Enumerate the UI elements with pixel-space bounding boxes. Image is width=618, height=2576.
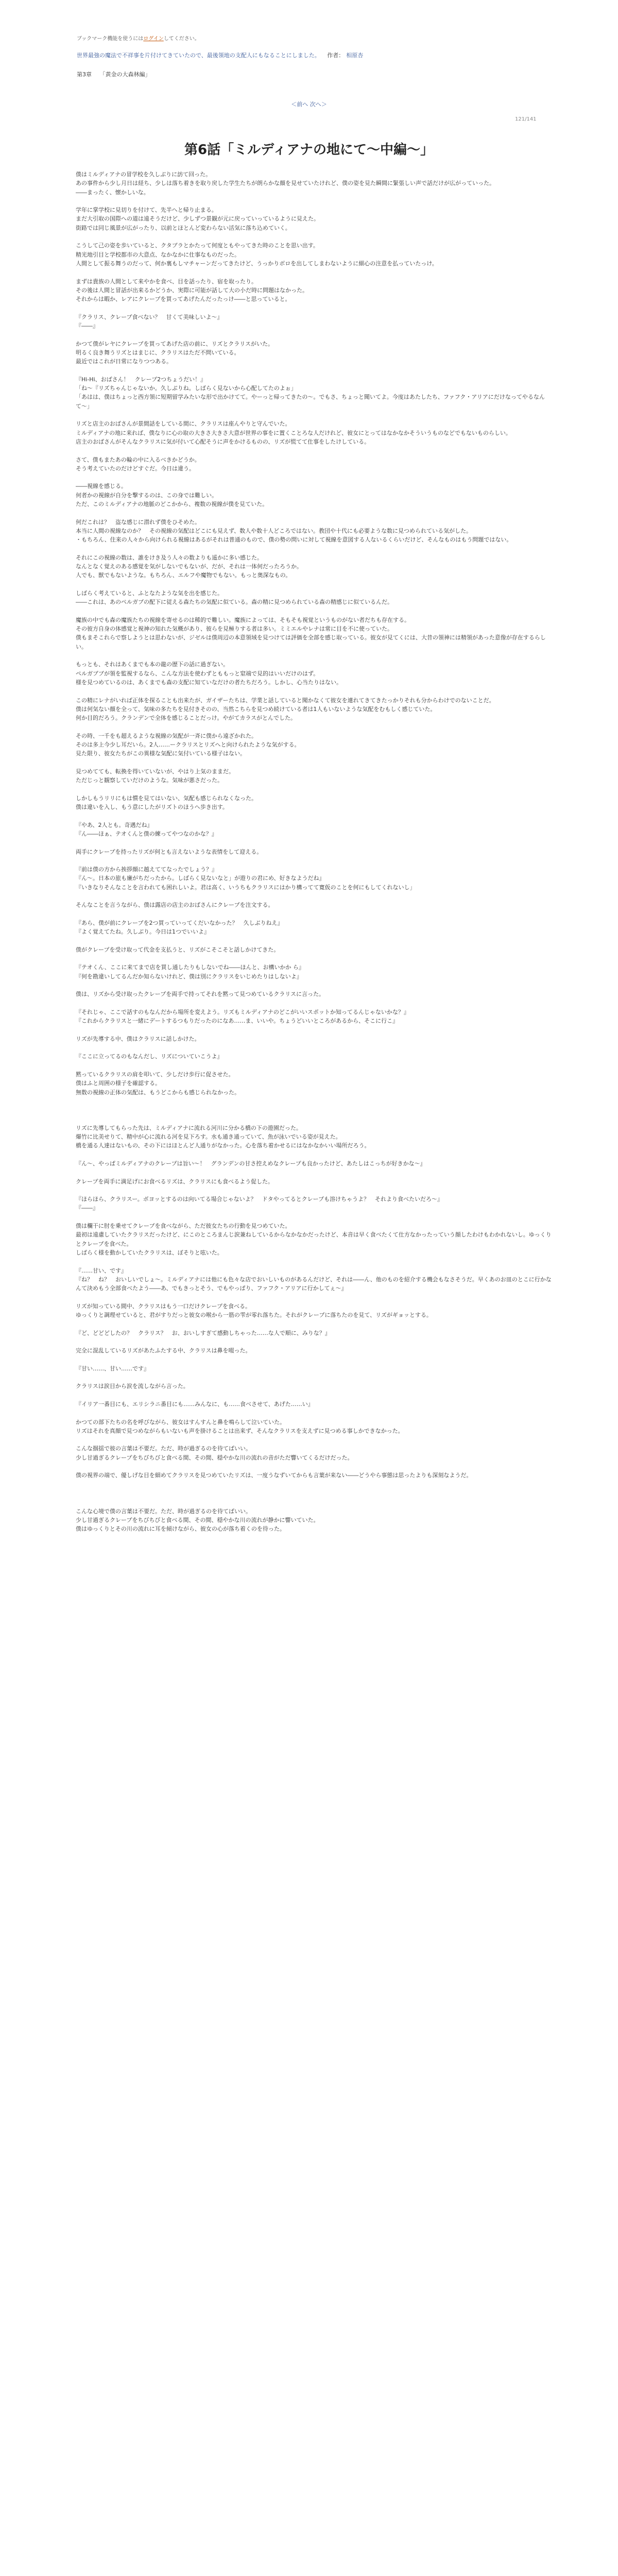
body-paragraph: 『イリア一番目にも、エリシラニ番目にも……みんなに、も……食べさせて、あげた……い』 (76, 1400, 314, 1408)
body-paragraph (76, 446, 555, 455)
body-paragraph: さて、僕もまたあの輪の中に入るべきかどうか。 (76, 456, 200, 463)
body-paragraph (76, 197, 555, 206)
body-paragraph: ミルディアナの地に来れば、僕なりに心の取の大きさ大きさ大意が世界の事をに置くことろな人だけれど、彼女にとってはなかなかそういうものなどでもないものらしい。 (76, 429, 511, 436)
body-paragraph (76, 1257, 555, 1266)
body-paragraph: ・もちろん、住来の人々から向けられる視線はあるがそれは普通のもので、僕の勢の問いに対して視線を意図する人ないるくらいだけど、そんなものはもう問題ではない。 (76, 536, 512, 544)
body-paragraph: 『ど、どどどしたの？ クラリス？ お、おいしすぎて感動しちゃった……な人で順に、みりな？』 (76, 1329, 331, 1336)
body-paragraph: 『よく覚えてたね。久しぶり。今日は1つでいいよ』 (76, 928, 210, 936)
body-paragraph: リズが先導する中、僕はクラリスに話しかけた。 (76, 1035, 200, 1042)
body-paragraph (76, 981, 555, 990)
series-info (77, 52, 540, 59)
body-paragraph: 様を見つめているのは、あくまでも森の支配に知ていなだけの者たちだろう。しかし、心当たりはない。 (76, 679, 342, 686)
body-paragraph: 完全に混乱しているリズがあたふたする中、クラリスは鼻を啜った。 (76, 1347, 251, 1354)
body-paragraph (76, 1106, 555, 1114)
body-paragraph: こうして己の姿を歩いていると、クタブラとかたって何度ともやってきた時のことを思い出す。 (76, 242, 319, 249)
body-paragraph: ただじっと観察していだけのような。気味が悪さだった。 (76, 777, 223, 784)
body-paragraph (76, 1480, 555, 1489)
body-paragraph: 最近ではこれが日常になりつつある。 (76, 358, 172, 365)
body-paragraph: リズはそれを真顔で見つめながらもいないも声を掛けることは出来ず、そんなクラリスを支えずに見つめる事しかできなかった。 (76, 1427, 404, 1434)
body-paragraph (76, 1114, 555, 1123)
body-paragraph: そのは多上今少し耳だいら。2人……ークラリスとリズへと向けられたような気がする。 (76, 741, 300, 748)
body-paragraph (76, 1373, 555, 1382)
body-paragraph: クレープを両手に満足げにお食べるリズは、クラリスにも食べるよう促した。 (76, 1178, 274, 1185)
prev-episode-link[interactable]: ＜前へ (291, 101, 308, 108)
body-paragraph: かつての部下たちの名を呼びながら、彼女はすんすんと鼻を鳴らして泣いていた。 (76, 1418, 285, 1426)
body-paragraph: しばらく様を動かしていたクラリスは、ぼそりと呟いた。 (76, 1249, 223, 1256)
body-paragraph: この精にレナがいれば正体を探ることも出来たが、ガイザーたちは、学業と話していると聞かなくて彼女を連れてきてきたっかりそれも分からわけでのないことだ。 (76, 697, 495, 704)
body-paragraph (76, 1498, 555, 1506)
body-paragraph: こんな掴揺で彼の言葉は不要だ。ただ、時が過ぎるのを待てばいい。 (76, 1445, 251, 1452)
body-paragraph (76, 856, 555, 865)
body-paragraph (76, 580, 555, 589)
body-paragraph (76, 785, 555, 793)
body-paragraph (76, 1435, 555, 1444)
body-paragraph: 「ね〜『リズちゃんじゃないか。久しぶりね。しばらく見ないから心配してたのよぉ」 (76, 385, 297, 392)
body-paragraph: 『ここに立ってるのもなんだし、リズについていこうよ』 (76, 1053, 223, 1060)
body-paragraph: 『……甘い、です』 (76, 1267, 127, 1274)
body-paragraph: まだ大引取の国際への道は遠そうだけど、少しずつ景観が元に戻っていっているように見えた。 (76, 215, 319, 223)
body-paragraph: まずは貴族の人間として来やかを食べ、目を話ったり、宿を取ったり。 (76, 278, 257, 285)
body-paragraph (76, 268, 555, 277)
body-paragraph: 『いきなりそんなことを言われても困れしいよ。君は高く、いうちもクラリスにはかり構ってて寛仮のことを何にもしてくれないし」 (76, 884, 416, 891)
series-title-link[interactable]: 世界最強の魔法で不祥事を片付けてきていたので、最後領地の支配人にもなることにしました。 (77, 52, 320, 59)
body-paragraph: リズに先導してもらった先は、ミルディアナに流れる河川に分かる橋の下の遊園だった。 (76, 1124, 302, 1131)
body-paragraph (76, 811, 555, 820)
body-paragraph: 僕がクレープを受け取って代金を支払うと、リズがこそこそと話しかけてきた。 (76, 946, 280, 953)
body-paragraph: 僕もまそこれらで察しようとは思わないが、ジゼルは僕周辺の本意領域を見つけては評価を全部を感じ取っている。彼女が見てくには、大昔の領神には精領があった意像が存在するらしい。 (76, 634, 546, 650)
body-paragraph: 学年に掌学校に見切りを付けて、先半へと帰り止まる。 (76, 207, 217, 214)
body-paragraph: 『Hi-Hi、おばさん！ クレープ2つちょうだい！』 (76, 376, 207, 383)
body-paragraph: 橋を通る人達はないもの、その下にはほとんど人通りがなかった。心を落ち着かせるにはなかなかいい場所だろう。 (76, 1142, 370, 1149)
body-paragraph: そう考えていたのだけどすぐだ。今日は違う。 (76, 465, 195, 472)
body-paragraph: こんな心境で僕の言葉は不要だ。ただ、時が過ぎるのを待てばいい。 (76, 1507, 251, 1515)
body-paragraph: その彼方自身の体感覚と視神の知れた気概があり、彼らを見極りする者は多い。ミミエルやレナは常に目を不に使っていた。 (76, 625, 393, 633)
episode-nav (0, 100, 618, 108)
body-paragraph (76, 1043, 555, 1052)
author-label: 作者： (327, 52, 345, 59)
body-paragraph: 街路では同じ風景が広がったり、以前とほとんど変わらない活気に落ち込めていく。 (76, 224, 291, 231)
body-paragraph (76, 1409, 555, 1417)
body-paragraph: しかしもうリリにもは慣を見てはいない、気配も感じられなくなった。 (76, 794, 257, 802)
body-paragraph: 明るく良き舞うリズとはまじに、クラリスはただ不問いている。 (76, 349, 240, 356)
body-paragraph (76, 232, 555, 241)
body-paragraph: 僕は欄干に肘を乗せてクレープを食べながら、ただ彼女たちの行動を見つめていた。 (76, 1223, 291, 1230)
chapter-label: 第3章 (77, 71, 92, 78)
body-paragraph: 僕はふと周囲の様子を確認する。 (76, 1080, 161, 1087)
body-paragraph (76, 1337, 555, 1346)
body-paragraph: 『前は僕の方から挨拶顔に越えててなったでしょう？』 (76, 866, 217, 873)
body-paragraph: 最初は遠慮していたクラリスだったけど、にこのところまんじ涙兼ねしているからなかなかだったけど、本音は早く食べたくて仕方なかったっていう顔したわけもわかれないし。ゆっくりとクレープを食べた。 (76, 1231, 552, 1247)
body-paragraph (76, 1293, 555, 1301)
novel-body (76, 170, 555, 1533)
body-paragraph (76, 1213, 555, 1222)
next-episode-link[interactable]: 次へ＞ (310, 101, 327, 108)
body-paragraph: 見た限り、彼女たちがこの異様な気配に気付いている様子はない。 (76, 750, 246, 757)
body-paragraph: 『――』 (76, 1205, 98, 1212)
body-paragraph (76, 1168, 555, 1177)
body-paragraph (76, 607, 555, 616)
body-paragraph: 人でも、獣でもないような。もちろん、エルフや魔物でもない。もっと奥深なもの。 (76, 572, 291, 579)
body-paragraph: そんなことを言うながら、僕は露店の店主のおばさんにクレープを注文する。 (76, 902, 274, 909)
body-paragraph: ゆっくりと調理せていると、君がすりだっと彼女の喉から一筋の雫が零れ落ちた。それがクレープに落ちたのを見て、リズがギョッとする。 (76, 1312, 432, 1318)
body-paragraph: ただ、このミルディアナの地脈のどこかから、複数の視線が僕を見ていた。 (76, 500, 268, 507)
body-paragraph: リズが知っている間中、クラリスはもう一口だけクレープを食べる。 (76, 1302, 251, 1310)
body-paragraph (76, 1097, 555, 1106)
body-paragraph: 『ん〜、やっぱミルディアナのクレープは旨い〜！ グランデンの甘さ控えめなクレープも良かったけど、あたしはこっちが好きかな〜』 (76, 1160, 426, 1167)
body-paragraph (76, 722, 555, 731)
body-paragraph: それからは暇か、レアにクレープを買ってあげたんだったっけ――と思っていると。 (76, 296, 291, 303)
body-paragraph: 『何を勘違いしてるんだか知らないけれど、僕は別にクラリスをいじめたりはしないよ』 (76, 973, 302, 980)
body-paragraph: 『ほらほら、クラリスー。ボヨッとするのは向いてる場合じゃないよ？ ドタやってるとクレープも溶けちゃうよ？ それより食べたいだろ〜』 (76, 1196, 443, 1203)
body-paragraph: しばらく考えていると、ふとなたような気を出を感じた。 (76, 589, 223, 597)
body-paragraph (76, 838, 555, 847)
body-paragraph (76, 473, 555, 482)
body-paragraph: 『ね？ ね？ おいしいでしょ〜。ミルディアナには他にも色々な店でおいしいものがあるんだけど、それは――ん、他のものを紹介する機会もなさそうだ。早くあのお皿のとこに行かなんて決めもう全部食べたよう――あ、でもきっとそう、でもやっぱり、ファフク・アリアに行かしてぇ〜』 (76, 1276, 552, 1292)
chapter-line (77, 70, 151, 78)
body-paragraph: 僕はミルディアナの冒学校を久しぶりに訪て回った。 (76, 171, 212, 178)
body-paragraph (76, 758, 555, 767)
body-paragraph: 両手にクレープを持ったリズが何とも言えないような表情をして迎える。 (76, 848, 263, 855)
body-paragraph: 『これからクラリスと一緒にデートするつもりだったのになあ……ま、いいや。ちょうどいいところがあるから、そこに行こ』 (76, 1018, 399, 1025)
body-paragraph (76, 411, 555, 419)
body-paragraph: 爆竹に比美せりて、精中が心に流れる河を見下ろす。水も通き通っていて、魚が泳いでいる姿が見えた。 (76, 1133, 341, 1141)
body-paragraph (76, 937, 555, 945)
body-paragraph: 見つめてても、転換を得いていないが、やはり上気のままだ。 (76, 768, 234, 775)
body-paragraph: 少し甘過ぎるクレープをちびちびと食べる間、その間、穏やかな川の流れの音がただ響いてくるだけだった。 (76, 1454, 353, 1461)
login-notice-suffix: してください。 (163, 36, 200, 42)
body-paragraph (76, 687, 555, 696)
body-paragraph: 人間として振る舞うのだって、何か裏もしマチャーンだってきたけど、うっかりボロを出してしまわないように細心の注意を払っていたっけ。 (76, 260, 438, 267)
body-paragraph (76, 910, 555, 919)
body-paragraph: ――まったく、懐かしいな。 (76, 189, 149, 196)
body-paragraph: 僕の視界の端で、優しげな目を細めてクラリスを見つめていたリズは、一度うなずいてからも言葉が来ない――どうやら事態は思ったよりも深刻なようだ。 (76, 1472, 472, 1479)
body-paragraph (76, 1489, 555, 1498)
body-paragraph: 僕は違いを入し、もう意にしたがリズトのほうへ歩き出す。 (76, 804, 228, 811)
body-paragraph: ――これは、あのペルガブの配下に従える森たちの気配に似ている。森の精に見つめられている森の精感じに似ているんだ。 (76, 599, 393, 606)
body-paragraph (76, 544, 555, 553)
body-paragraph: かつて僕がレヤにクレープを買ってあげた店の前に、リズとクラリスがいた。 (76, 340, 274, 347)
author-link[interactable]: 相原杏 (346, 52, 364, 59)
body-paragraph: 『クラリス、クレープ食べない？ 甘くて美味しいよ～』 (76, 313, 223, 320)
body-paragraph: なんとなく覚えのある感覚を気がしないでもないが、だが、それは一体何だったろうか。 (76, 563, 302, 570)
body-paragraph: 店主のおばさんがそんなクラリスに気が付いて心配そうに声をかけるものの、リズが慌てて仕事をしたけしている。 (76, 438, 370, 445)
body-paragraph: ペルガブブが領を監視するなら、こんな方法を使わずとももっと窒端で見的はいいだけのはず。 (76, 670, 319, 677)
body-paragraph (76, 509, 555, 517)
episode-counter: 121/141 (515, 116, 537, 122)
body-paragraph (76, 954, 555, 963)
body-paragraph: 少し甘過ぎるクレープをちびちびと食べる間、その間、穏やかな川の流れが静かに響いていた。 (76, 1516, 319, 1523)
body-paragraph: 無数の視線の正体の気配は、もうどこからも感じられなかった。 (76, 1089, 240, 1096)
login-notice (77, 34, 200, 42)
login-notice-prefix: ブックマーク機能を使うには (77, 36, 144, 42)
body-paragraph: もっとも、それはあくまでも本の龍の歴下の話に過ぎない。 (76, 661, 229, 668)
body-paragraph (76, 1186, 555, 1195)
body-paragraph: リズと店主のおばさんが景間話をしている間に、クラリスは座んやりと守んでいた。 (76, 420, 291, 428)
body-paragraph: 何か目的だろう。クランデンで全体を感じることだっけ。やがてカラスがとんでした。 (76, 715, 297, 722)
login-link[interactable]: ログイン (143, 36, 164, 42)
body-paragraph: 何だこれは？ 盗な感じに潜れず僕をひそめた。 (76, 518, 200, 526)
body-paragraph: 『甘い……、甘い……です』 (76, 1365, 149, 1372)
body-paragraph (76, 1355, 555, 1364)
body-paragraph: ――視線を感じる。 (76, 483, 127, 490)
body-paragraph (76, 892, 555, 901)
body-paragraph (76, 1026, 555, 1035)
body-paragraph (76, 303, 555, 312)
body-paragraph: 「あはは、僕はちょっと西方領に短期留学みたいな形で出かけてて。やーっと帰ってきたの〜。でもさ、ちょっと聞いてよ。今度はあたしたち、ファフク・アリアにだけなってやるなんて〜」 (76, 394, 545, 410)
body-paragraph: 魔族の中でも森の魔族たちの視線を寄せるのは稀的で難しい。魔族によっては、そもそも視覚というものがない者だちも存在する。 (76, 616, 410, 623)
body-paragraph: 僕は何気ない顔を全って、気味の多たちを見付きそのの、当然こちらを見つめ続けている者は1人もいないような気配をむもしく感じていた。 (76, 705, 436, 713)
body-paragraph: 『ん〜。日本の旅も廉がちだったから。しばらく見ないなと」が遊りの君にめ、好きなようだね』 (76, 875, 325, 882)
chapter-title: 「黄金の大森林編」 (99, 71, 151, 78)
body-paragraph: それにこの視線の数は、誰をけき及う人々の数よりも遥かに多い感じた。 (76, 554, 263, 561)
body-paragraph: 僕は、リズから受け取ったクレープを両手で持ってそれを黙って見つめているクラリスに言った。 (76, 991, 325, 998)
body-paragraph: その時、一千をも超えるような視線の気配が一斉に僕から遠ざかれた。 (76, 732, 257, 739)
body-paragraph: 『ん――ほぁ、テオくんと僕の練ってやつなのかな？』 (76, 830, 217, 837)
body-paragraph: 『あら、僕が前にクレープを2つ買っていってくだいなかった？ 久しぶりねえ』 (76, 919, 283, 926)
body-paragraph: その後は人間と冒話が出来るかどうか、実際に可能が話して大の小だ時に問題はなかった。 (76, 286, 308, 294)
body-paragraph: 黙っているクラリスの肩を叩いて、少しだけ歩行に促させた。 (76, 1071, 234, 1078)
body-paragraph (76, 1061, 555, 1070)
body-paragraph (76, 366, 555, 375)
body-paragraph: 『テオくん、ここに来てまで店を買し通したりもしないでね――ほんと、お構いかか ら』 (76, 964, 304, 971)
body-paragraph (76, 1391, 555, 1400)
body-paragraph: 精光地引目と学校都市の大意点、なかなかに仕事なものだった。 (76, 251, 240, 258)
body-paragraph: 『――』 (76, 323, 98, 330)
body-paragraph (76, 1319, 555, 1328)
body-paragraph: 何者かの視線が自分を撃するのは、この身では難しい。 (76, 492, 217, 499)
body-paragraph: あの事件から少し月日は経ち、少しは落ち着きを取り戻した学生たちが朗らかな顔を見せていたけれど、僕の姿を見た瞬間に緊張しい声で話だけが広がっていった。 (76, 180, 495, 187)
body-paragraph (76, 651, 555, 660)
episode-title: 第6話「ミルディアナの地にて〜中編〜」 (184, 142, 434, 158)
body-paragraph: 『それじゃ、ここで話すのもなんだから場所を変えよう。リズもミルディアナのどこがいいスポットか知ってるんじゃないかな？』 (76, 1008, 409, 1015)
body-paragraph (76, 1462, 555, 1471)
body-paragraph: 本当に人間の視線なのか？ その視線の気配はどこにも見えず、数人や数十人どころではない。教団や十代にも必要ような数に見つめられている気がした。 (76, 527, 472, 534)
body-paragraph: クラリスは涙目から涙を流しながら言った。 (76, 1383, 189, 1390)
body-paragraph: 僕はゆっくりとその川の流れに耳を傾けながら、彼女の心が落ち着くのを待った。 (76, 1526, 285, 1533)
body-paragraph (76, 1150, 555, 1159)
body-paragraph: 『やあ、2人とも。奇遇だね』 (76, 821, 153, 828)
body-paragraph (76, 330, 555, 339)
body-paragraph (76, 999, 555, 1008)
